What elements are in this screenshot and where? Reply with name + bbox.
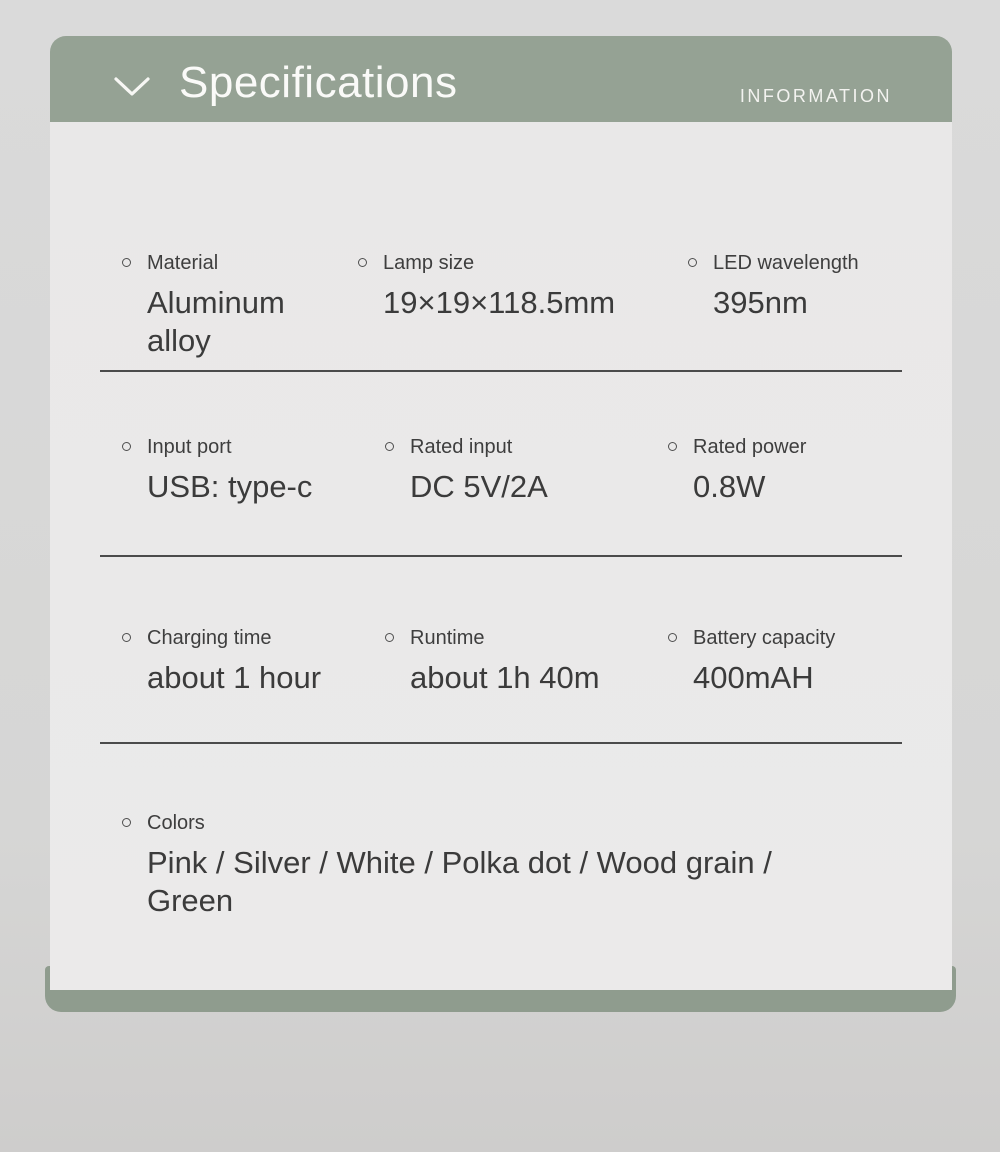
spec-label: Rated input (410, 436, 513, 458)
circle-bullet-icon (122, 633, 131, 642)
spec-value: Aluminum alloy (147, 285, 285, 358)
circle-bullet-icon (688, 258, 697, 267)
spec-row-battery (100, 557, 902, 744)
spec-value: 0.8W (693, 469, 766, 504)
spec-item (385, 434, 668, 506)
spec-label: Material (147, 252, 219, 274)
spec-label: Rated power (693, 436, 807, 458)
spec-item (122, 810, 902, 920)
circle-bullet-icon (122, 818, 131, 827)
spec-value: 400mAH (693, 660, 814, 695)
circle-bullet-icon (122, 442, 131, 451)
spec-row-material (100, 122, 902, 372)
spec-list (100, 122, 902, 920)
spec-label: Input port (147, 436, 232, 458)
spec-value: DC 5V/2A (410, 469, 548, 504)
spec-value: 19×19×118.5mm (383, 285, 616, 320)
spec-value: 395nm (713, 285, 808, 320)
spec-value: about 1 hour (147, 660, 322, 695)
circle-bullet-icon (668, 633, 677, 642)
spec-label: Colors (147, 812, 205, 834)
spec-value: about 1h 40m (410, 660, 600, 695)
spec-item (688, 250, 902, 360)
spec-label: Runtime (410, 627, 485, 649)
chevron-down-icon[interactable] (113, 76, 151, 98)
specifications-body (50, 122, 952, 990)
specifications-card (50, 36, 952, 990)
circle-bullet-icon (385, 633, 394, 642)
spec-label: Lamp size (383, 252, 475, 274)
circle-bullet-icon (668, 442, 677, 451)
spec-item (358, 250, 688, 360)
circle-bullet-icon (385, 442, 394, 451)
spec-label: Battery capacity (693, 627, 836, 649)
spec-label: Charging time (147, 627, 272, 649)
spec-value: USB: type-c (147, 469, 313, 504)
spec-item (122, 625, 385, 697)
spec-value: Pink / Silver / White / Polka dot / Wood grain / Green (147, 845, 772, 918)
spec-item (122, 434, 385, 506)
specifications-header[interactable] (50, 36, 952, 122)
spec-item (668, 625, 902, 697)
spec-row-colors (100, 744, 902, 920)
section-title: Specifications (179, 58, 458, 107)
information-badge: INFORMATION (739, 86, 892, 106)
spec-item (385, 625, 668, 697)
spec-item (122, 250, 358, 360)
spec-label: LED wavelength (713, 252, 859, 274)
circle-bullet-icon (358, 258, 367, 267)
spec-item (668, 434, 902, 506)
spec-row-power-input (100, 372, 902, 557)
circle-bullet-icon (122, 258, 131, 267)
